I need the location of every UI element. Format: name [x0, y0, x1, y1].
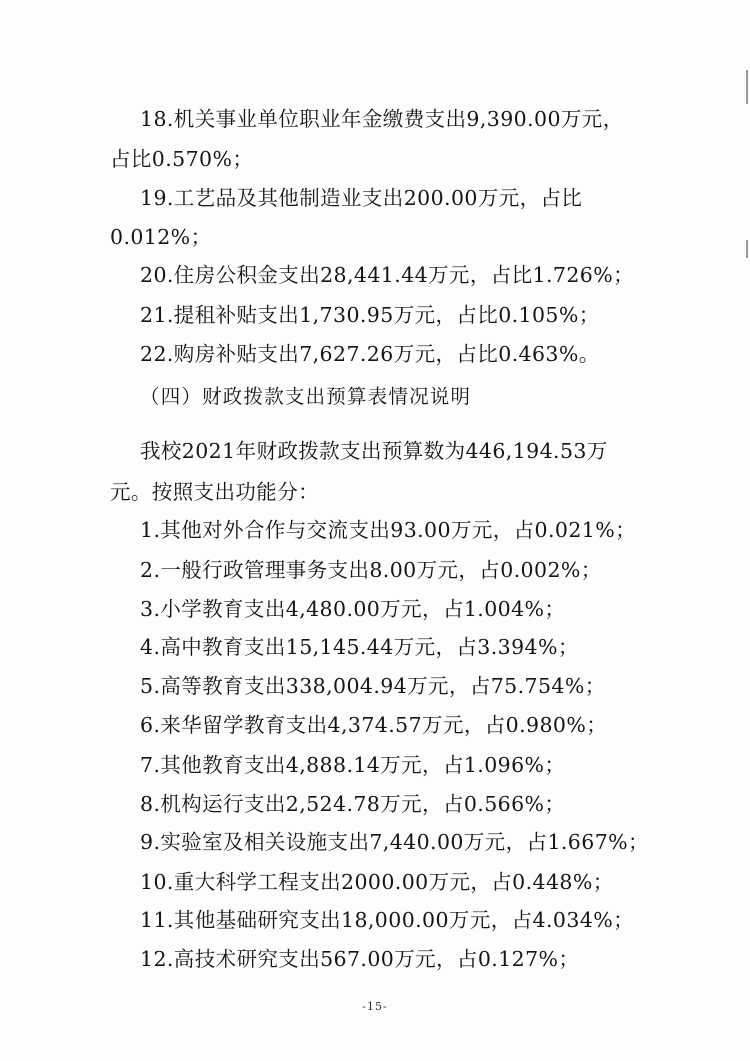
- text-line: 8.机构运行支出2,524.78万元，占0.566%；: [140, 792, 566, 816]
- text-line: 占比0.570%；: [110, 147, 254, 171]
- text-line: 3.小学教育支出4,480.00万元，占1.004%；: [140, 597, 566, 621]
- text-line: 10.重大科学工程支出2000.00万元，占0.448%；: [140, 870, 614, 894]
- section-heading: （四）财政拨款支出预算表情况说明: [140, 385, 472, 408]
- text-line: 我校2021年财政拨款支出预算数为446,194.53万: [140, 439, 608, 463]
- text-line: 21.提租补贴支出1,730.95万元，占比0.105%；: [140, 303, 600, 327]
- text-line: 11.其他基础研究支出18,000.00万元，占4.034%；: [140, 908, 634, 932]
- page-number: -15-: [362, 1000, 388, 1013]
- text-line: 5.高等教育支出338,004.94万元，占75.754%；: [140, 674, 606, 698]
- scan-edge-mark: [746, 240, 748, 258]
- text-line: 4.高中教育支出15,145.44万元，占3.394%；: [140, 635, 579, 659]
- text-line: 22.购房补贴支出7,627.26万元，占比0.463%。: [140, 342, 600, 366]
- text-line: 6.来华留学教育支出4,374.57万元，占0.980%；: [140, 713, 608, 737]
- text-line: 2.一般行政管理事务支出8.00万元，占0.002%；: [140, 558, 602, 582]
- text-line: 7.其他教育支出4,888.14万元，占1.096%；: [140, 753, 566, 777]
- text-line: 20.住房公积金支出28,441.44万元，占比1.726%；: [140, 263, 634, 287]
- text-line: 9.实验室及相关设施支出7,440.00万元，占1.667%；: [140, 830, 649, 854]
- text-line: 元。按照支出功能分：: [110, 480, 319, 504]
- text-line: 12.高技术研究支出567.00万元，占0.127%；: [140, 947, 580, 971]
- text-line: 19.工艺品及其他制造业支出200.00万元，占比: [140, 186, 583, 210]
- scan-edge-mark: [746, 70, 748, 104]
- text-line: 0.012%；: [110, 225, 212, 249]
- text-line: 1.其他对外合作与交流支出93.00万元，占0.021%；: [140, 518, 637, 542]
- text-line: 18.机关事业单位职业年金缴费支出9,390.00万元，: [140, 107, 624, 131]
